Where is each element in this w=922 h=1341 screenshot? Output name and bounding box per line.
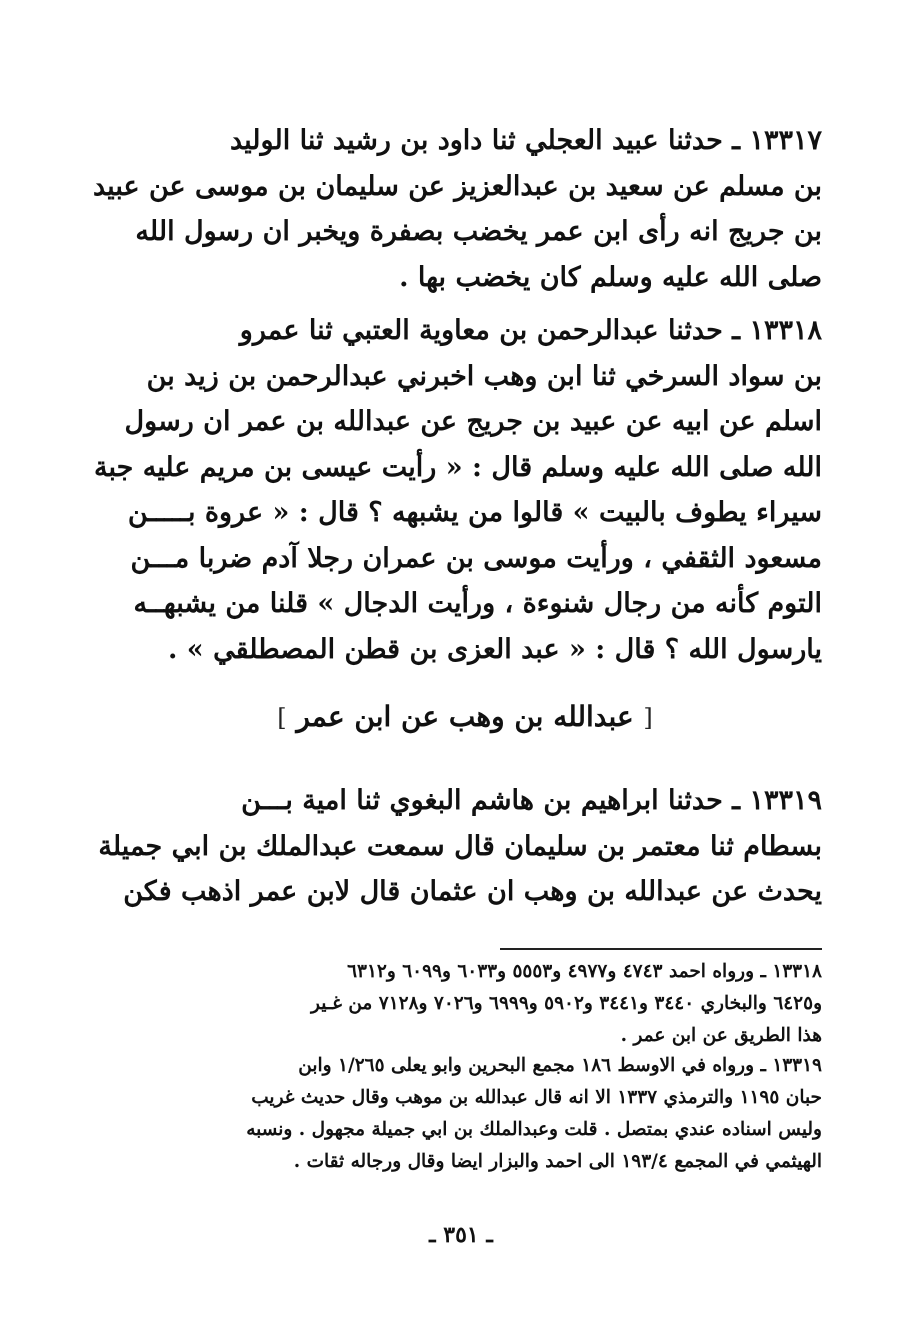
hadith-13318 xyxy=(94,308,822,672)
text-line: ١٣٣١٨ ـ حدثنا عبدالرحمن بن معاوية العتبي ثنا عمرو xyxy=(239,315,822,346)
hadith-13317 xyxy=(93,118,822,300)
heading-open-bracket: [ xyxy=(643,704,653,732)
text-line: صلى الله عليه وسلم كان يخضب بها . xyxy=(399,261,822,293)
text-line: التوم كأنه من رجال شنوءة ، ورأيت الدجال » قلنا من يشبهــه xyxy=(133,588,822,619)
footnote-13319 xyxy=(108,1050,822,1178)
page-number: ـ ٣٥١ ـ xyxy=(429,1222,493,1248)
footnote-line: و٦٤٢٥ والبخاري ٣٤٤٠ و٣٤٤١ و٥٩٠٢ و٦٩٩٩ و٧٠٢٦ و٧١٢٨ من غـير xyxy=(311,993,822,1014)
footnote-line: وليس اسناده عندي بمتصل . قلت وعبدالملك بن ابي جميلة مجهول . ونسبه xyxy=(246,1119,822,1140)
text-line: ١٣٣١٧ ـ حدثنا عبيد العجلي ثنا داود بن رشيد ثنا الوليد xyxy=(229,125,822,156)
footnote-separator xyxy=(500,948,822,950)
heading-text: عبدالله بن وهب عن ابن عمر xyxy=(296,700,634,733)
text-line: الله صلى الله عليه وسلم قال : « رأيت عيسى بن مريم عليه جبة xyxy=(94,451,822,483)
footnote-line: ١٣٣١٨ ـ ورواه احمد ٤٧٤٣ و٤٩٧٧ و٥٥٥٣ و٦٠٣٣ و٦٠٩٩ و٦٣١٢ xyxy=(347,961,822,982)
text-line: يحدث عن عبدالله بن وهب ان عثمان قال لابن عمر اذهب فكن xyxy=(123,876,822,907)
text-line: اسلم عن ابيه عن عبيد بن جريج عن عبدالله بن عمر ان رسول xyxy=(124,406,822,437)
footnote-line: الهيثمي في المجمع ١٩٣/٤ الى احمد والبزار ايضا وقال ورجاله ثقات . xyxy=(293,1151,822,1172)
hadith-13319 xyxy=(98,778,822,915)
footnote-line: حبان ١١٩٥ والترمذي ١٣٣٧ الا انه قال عبدالله بن موهب وقال حديث غريب xyxy=(251,1087,822,1108)
text-line: بن جريج انه رأى ابن عمر يخضب بصفرة ويخبر ان رسول الله xyxy=(135,216,822,247)
text-line: بسطام ثنا معتمر بن سليمان قال سمعت عبدالملك بن ابي جميلة xyxy=(98,830,822,862)
footnote-line: ١٣٣١٩ ـ ورواه في الاوسط ١٨٦ مجمع البحرين وابو يعلى ١/٢٦٥ وابن xyxy=(298,1055,822,1076)
text-line: ١٣٣١٩ ـ حدثنا ابراهيم بن هاشم البغوي ثنا امية بـــن xyxy=(241,785,822,816)
footnote-line: هذا الطريق عن ابن عمر . xyxy=(620,1025,822,1046)
text-line: بن سواد السرخي ثنا ابن وهب اخبرني عبدالرحمن بن زيد بن xyxy=(146,360,822,392)
text-line: سيراء يطوف بالبيت » قالوا من يشبهه ؟ قال : « عروة بـــــن xyxy=(127,497,822,528)
section-heading xyxy=(108,700,822,733)
heading-close-bracket: ] xyxy=(277,704,287,732)
text-line: مسعود الثقفي ، ورأيت موسى بن عمران رجلا آدم ضربا مـــن xyxy=(130,542,822,574)
text-line: بن مسلم عن سعيد بن عبدالعزيز عن سليمان بن موسى عن عبيد xyxy=(93,170,822,202)
text-line: يارسول الله ؟ قال : « عبد العزى بن قطن المصطلقي » . xyxy=(168,633,822,665)
footnote-13318 xyxy=(108,956,822,1052)
